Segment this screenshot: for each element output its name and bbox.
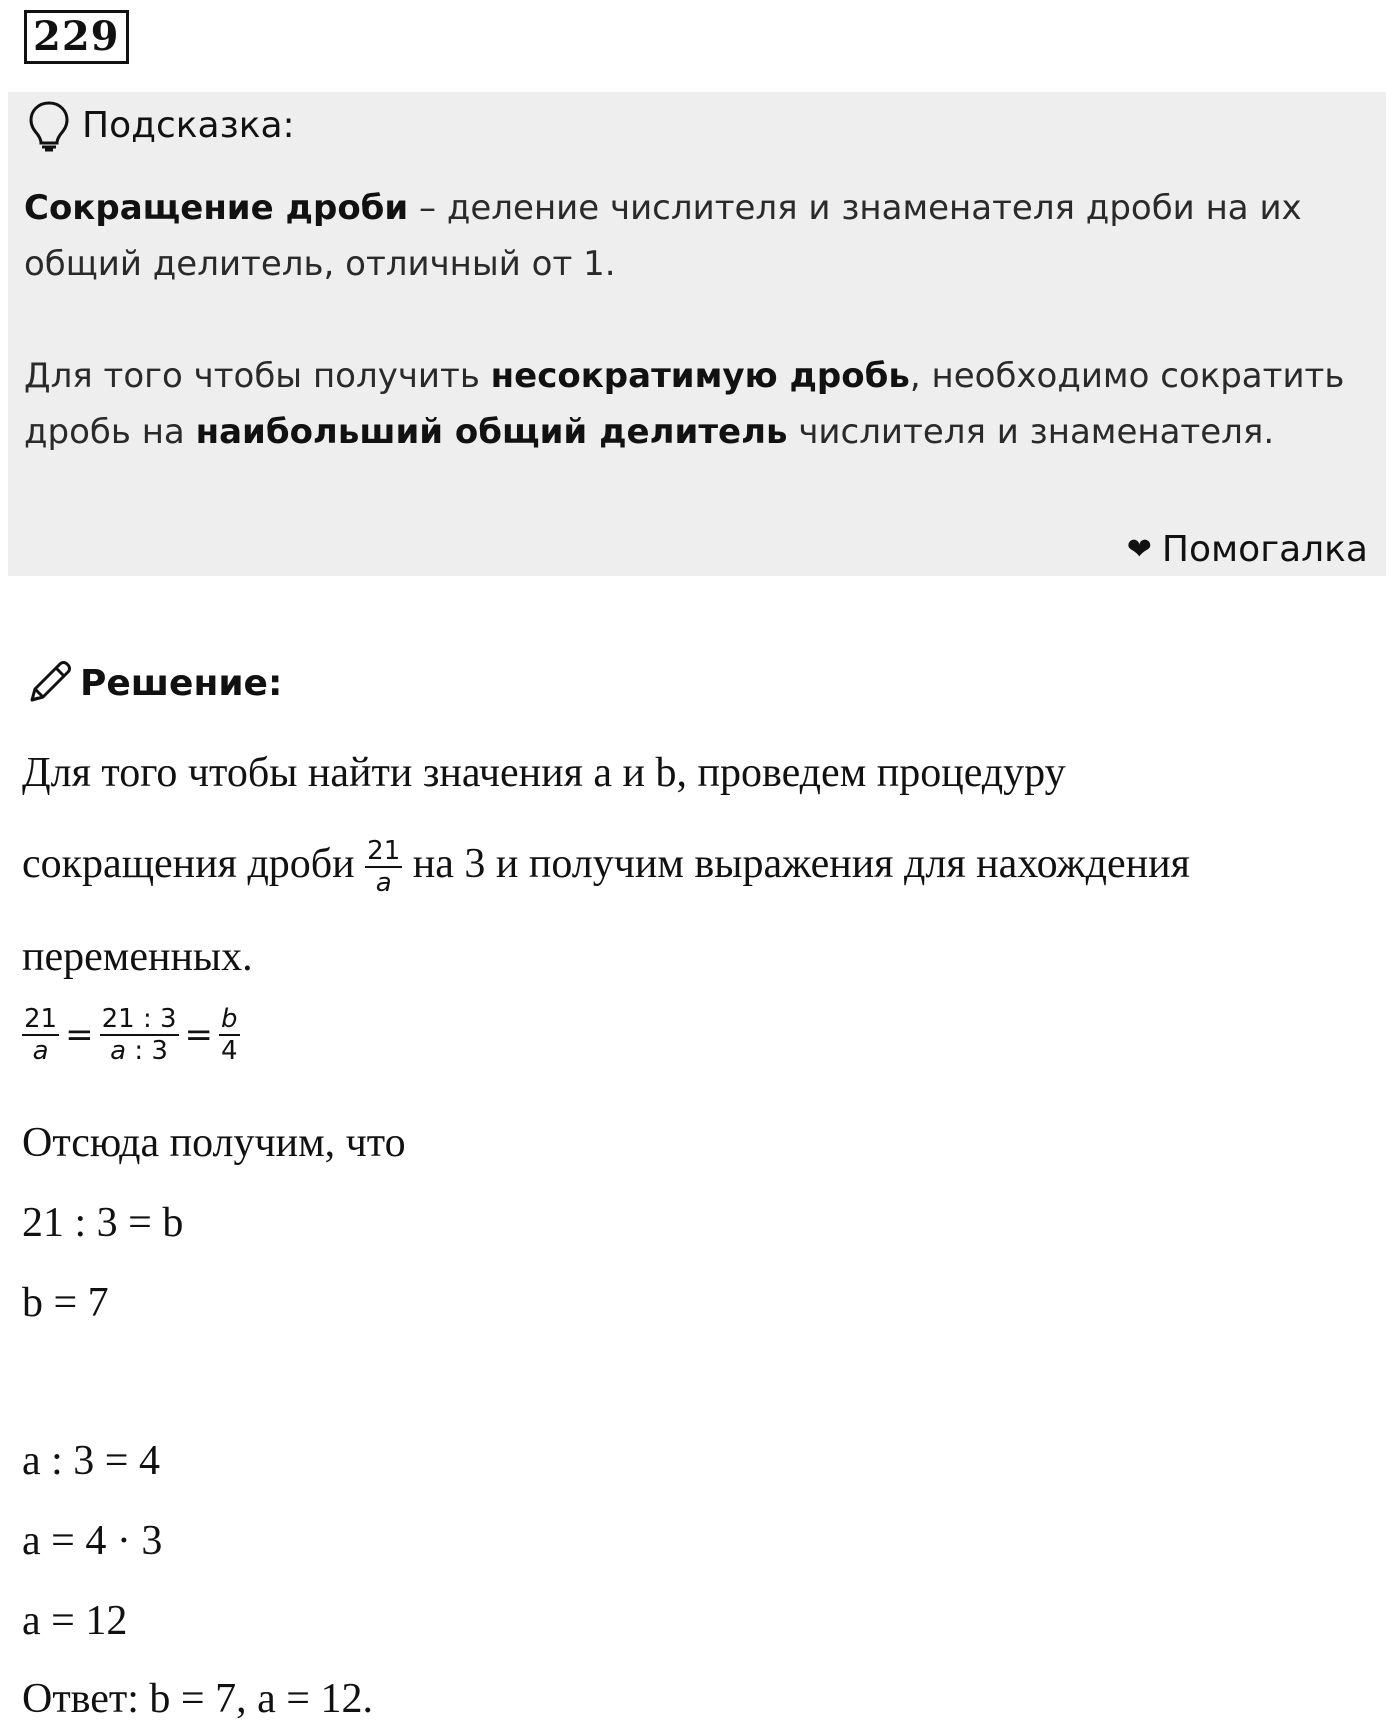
hint-rule <box>24 348 1364 460</box>
fraction-1-denominator: a <box>32 1036 49 1066</box>
fraction-2-denominator-var: a <box>110 1036 127 1066</box>
hint-definition <box>24 180 1364 292</box>
solution-line: b = 7 <box>22 1280 109 1326</box>
hint-header <box>26 100 295 152</box>
brand-signature <box>1127 522 1368 576</box>
fraction-3-denominator: 4 <box>221 1036 238 1066</box>
brand-name: Помогалка <box>1161 528 1368 570</box>
solution-line: Отсюда получим, что <box>22 1120 406 1166</box>
intro-text-b: на 3 и получим выражения для нахождения <box>402 841 1190 887</box>
solution-line: a = 12 <box>22 1598 128 1644</box>
pencil-icon <box>24 658 74 708</box>
solution-title: Решение: <box>80 662 283 704</box>
solution-line: a = 4 · 3 <box>22 1518 163 1564</box>
task-number: 229 <box>24 10 129 64</box>
intro-fraction-denominator: a <box>375 868 392 899</box>
fraction-2-denominator-rest: : 3 <box>126 1036 168 1066</box>
solution-line: a : 3 = 4 <box>22 1438 160 1484</box>
fraction-3-numerator <box>219 1004 240 1036</box>
equals-sign: = <box>184 1015 214 1055</box>
term-irreducible: несократимую дробь <box>490 356 910 396</box>
intro-fraction <box>365 836 402 898</box>
hint-box <box>8 92 1386 576</box>
fraction-3-numerator-var: b <box>221 1004 238 1034</box>
fraction-2-denominator <box>100 1036 179 1066</box>
intro-fraction-numerator: 21 <box>367 836 401 867</box>
intro-text-a: сокращения дроби <box>22 841 366 887</box>
term-gcd: наибольший общий делитель <box>195 412 788 452</box>
definition-text: – деление числителя и знаменателя дроби на их общий делитель, отличный от 1. <box>24 188 1302 284</box>
fraction-1-numerator: 21 <box>24 1004 58 1034</box>
fraction-2 <box>100 1004 179 1066</box>
equals-sign: = <box>65 1015 94 1055</box>
rule-text-a: Для того чтобы получить <box>24 356 491 396</box>
lightbulb-icon <box>26 100 72 152</box>
term-fraction-reduction: Сокращение дроби <box>24 188 409 228</box>
fraction-2-numerator: 21 : 3 <box>101 1004 177 1034</box>
fraction-1 <box>22 1004 59 1066</box>
solution-intro-line-2 <box>22 826 1190 902</box>
answer-line: Ответ: b = 7, a = 12. <box>22 1676 373 1722</box>
rule-text-e: числителя и знаменателя. <box>787 412 1275 452</box>
solution-intro-line-1: Для того чтобы найти значения a и b, проведем процедуру <box>22 750 1066 796</box>
solution-intro-line-3: переменных. <box>22 934 253 980</box>
hint-title: Подсказка: <box>82 105 295 146</box>
solution-header <box>24 658 282 708</box>
rule-text-c: , необходимо сократить дробь на <box>24 356 1345 452</box>
fraction-equation <box>22 1004 240 1066</box>
fraction-3 <box>219 1004 240 1066</box>
solution-line: 21 : 3 = b <box>22 1200 184 1246</box>
heart-icon: ❤ <box>1126 531 1152 567</box>
